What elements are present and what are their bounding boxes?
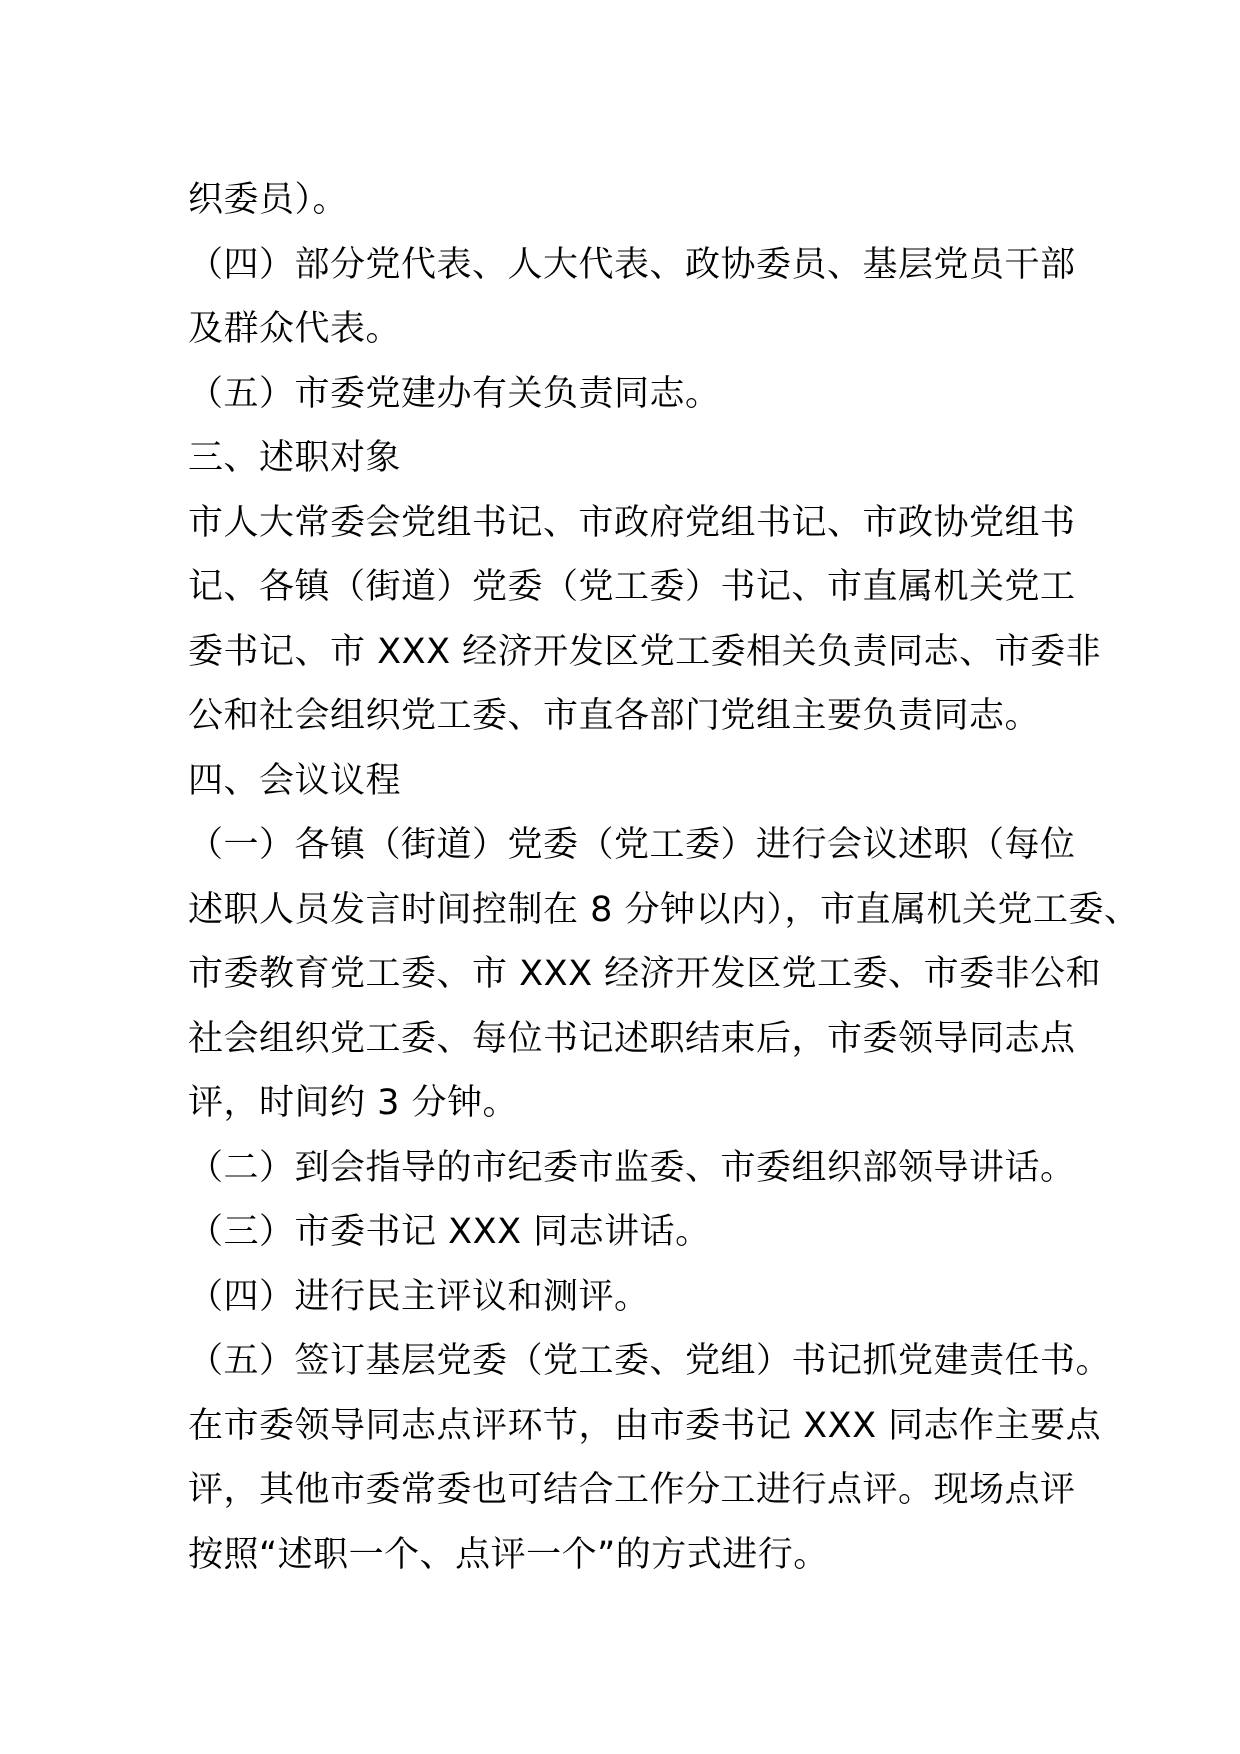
section-heading-4 xyxy=(188,749,1068,814)
text-line: 评，其他市委常委也可结合工作分工进行点评。现场点评 xyxy=(188,1470,1076,1510)
text-line: 记、各镇（街道）党委（党工委）书记、市直属机关党工 xyxy=(188,567,1076,607)
text-line: （四）进行民主评议和测评。 xyxy=(188,1276,650,1317)
paragraph-agenda-1 xyxy=(188,813,1140,1136)
document-body xyxy=(188,168,1140,1587)
text-line: 评，时间约 3 分钟。 xyxy=(188,1083,519,1123)
text-line: （二）到会指导的市纪委市监委、市委组织部领导讲话。 xyxy=(188,1147,1076,1188)
text-line: 述职人员发言时间控制在 8 分钟以内），市直属机关党工委、 xyxy=(188,889,1140,930)
text-line: 市人大常委会党组书记、市政府党组书记、市政协党组书 xyxy=(188,502,1076,543)
paragraph-agenda-4 xyxy=(188,1265,1068,1330)
text-line: 及群众代表。 xyxy=(188,309,402,349)
paragraph-agenda-2 xyxy=(188,1136,1076,1201)
paragraph-fragment xyxy=(188,168,1068,233)
text-line: （四）部分党代表、人大代表、政协委员、基层党员干部 xyxy=(188,244,1076,285)
text-line: 在市委领导同志点评环节，由市委书记 XXX 同志作主要点 xyxy=(188,1405,1102,1446)
text-line: 委书记、市 XXX 经济开发区党工委相关负责同志、市委非 xyxy=(188,631,1102,672)
paragraph-agenda-3 xyxy=(188,1200,1068,1265)
heading-line: 三、述职对象 xyxy=(188,438,402,478)
paragraph-item-5 xyxy=(188,362,1068,427)
paragraph-objects xyxy=(188,491,1102,749)
text-line: 社会组织党工委、每位书记述职结束后，市委领导同志点 xyxy=(188,1018,1076,1059)
heading-line: 四、会议议程 xyxy=(188,760,402,801)
section-heading-3 xyxy=(188,426,1068,491)
text-line: （一）各镇（街道）党委（党工委）进行会议述职（每位 xyxy=(188,825,1076,865)
paragraph-agenda-5 xyxy=(188,1329,1112,1394)
text-line: 按照“述职一个、点评一个”的方式进行。 xyxy=(188,1534,829,1575)
paragraph-item-4 xyxy=(188,233,1076,362)
text-line: （五）签订基层党委（党工委、党组）书记抓党建责任书。 xyxy=(188,1341,1112,1381)
paragraph-review xyxy=(188,1394,1102,1588)
text-line: （三）市委书记 XXX 同志讲话。 xyxy=(188,1212,711,1252)
text-line: 公和社会组织党工委、市直各部门党组主要负责同志。 xyxy=(188,696,1041,736)
text-line: 织委员）。 xyxy=(188,180,349,220)
text-line: （五）市委党建办有关负责同志。 xyxy=(188,373,721,414)
text-line: 市委教育党工委、市 XXX 经济开发区党工委、市委非公和 xyxy=(188,954,1102,994)
